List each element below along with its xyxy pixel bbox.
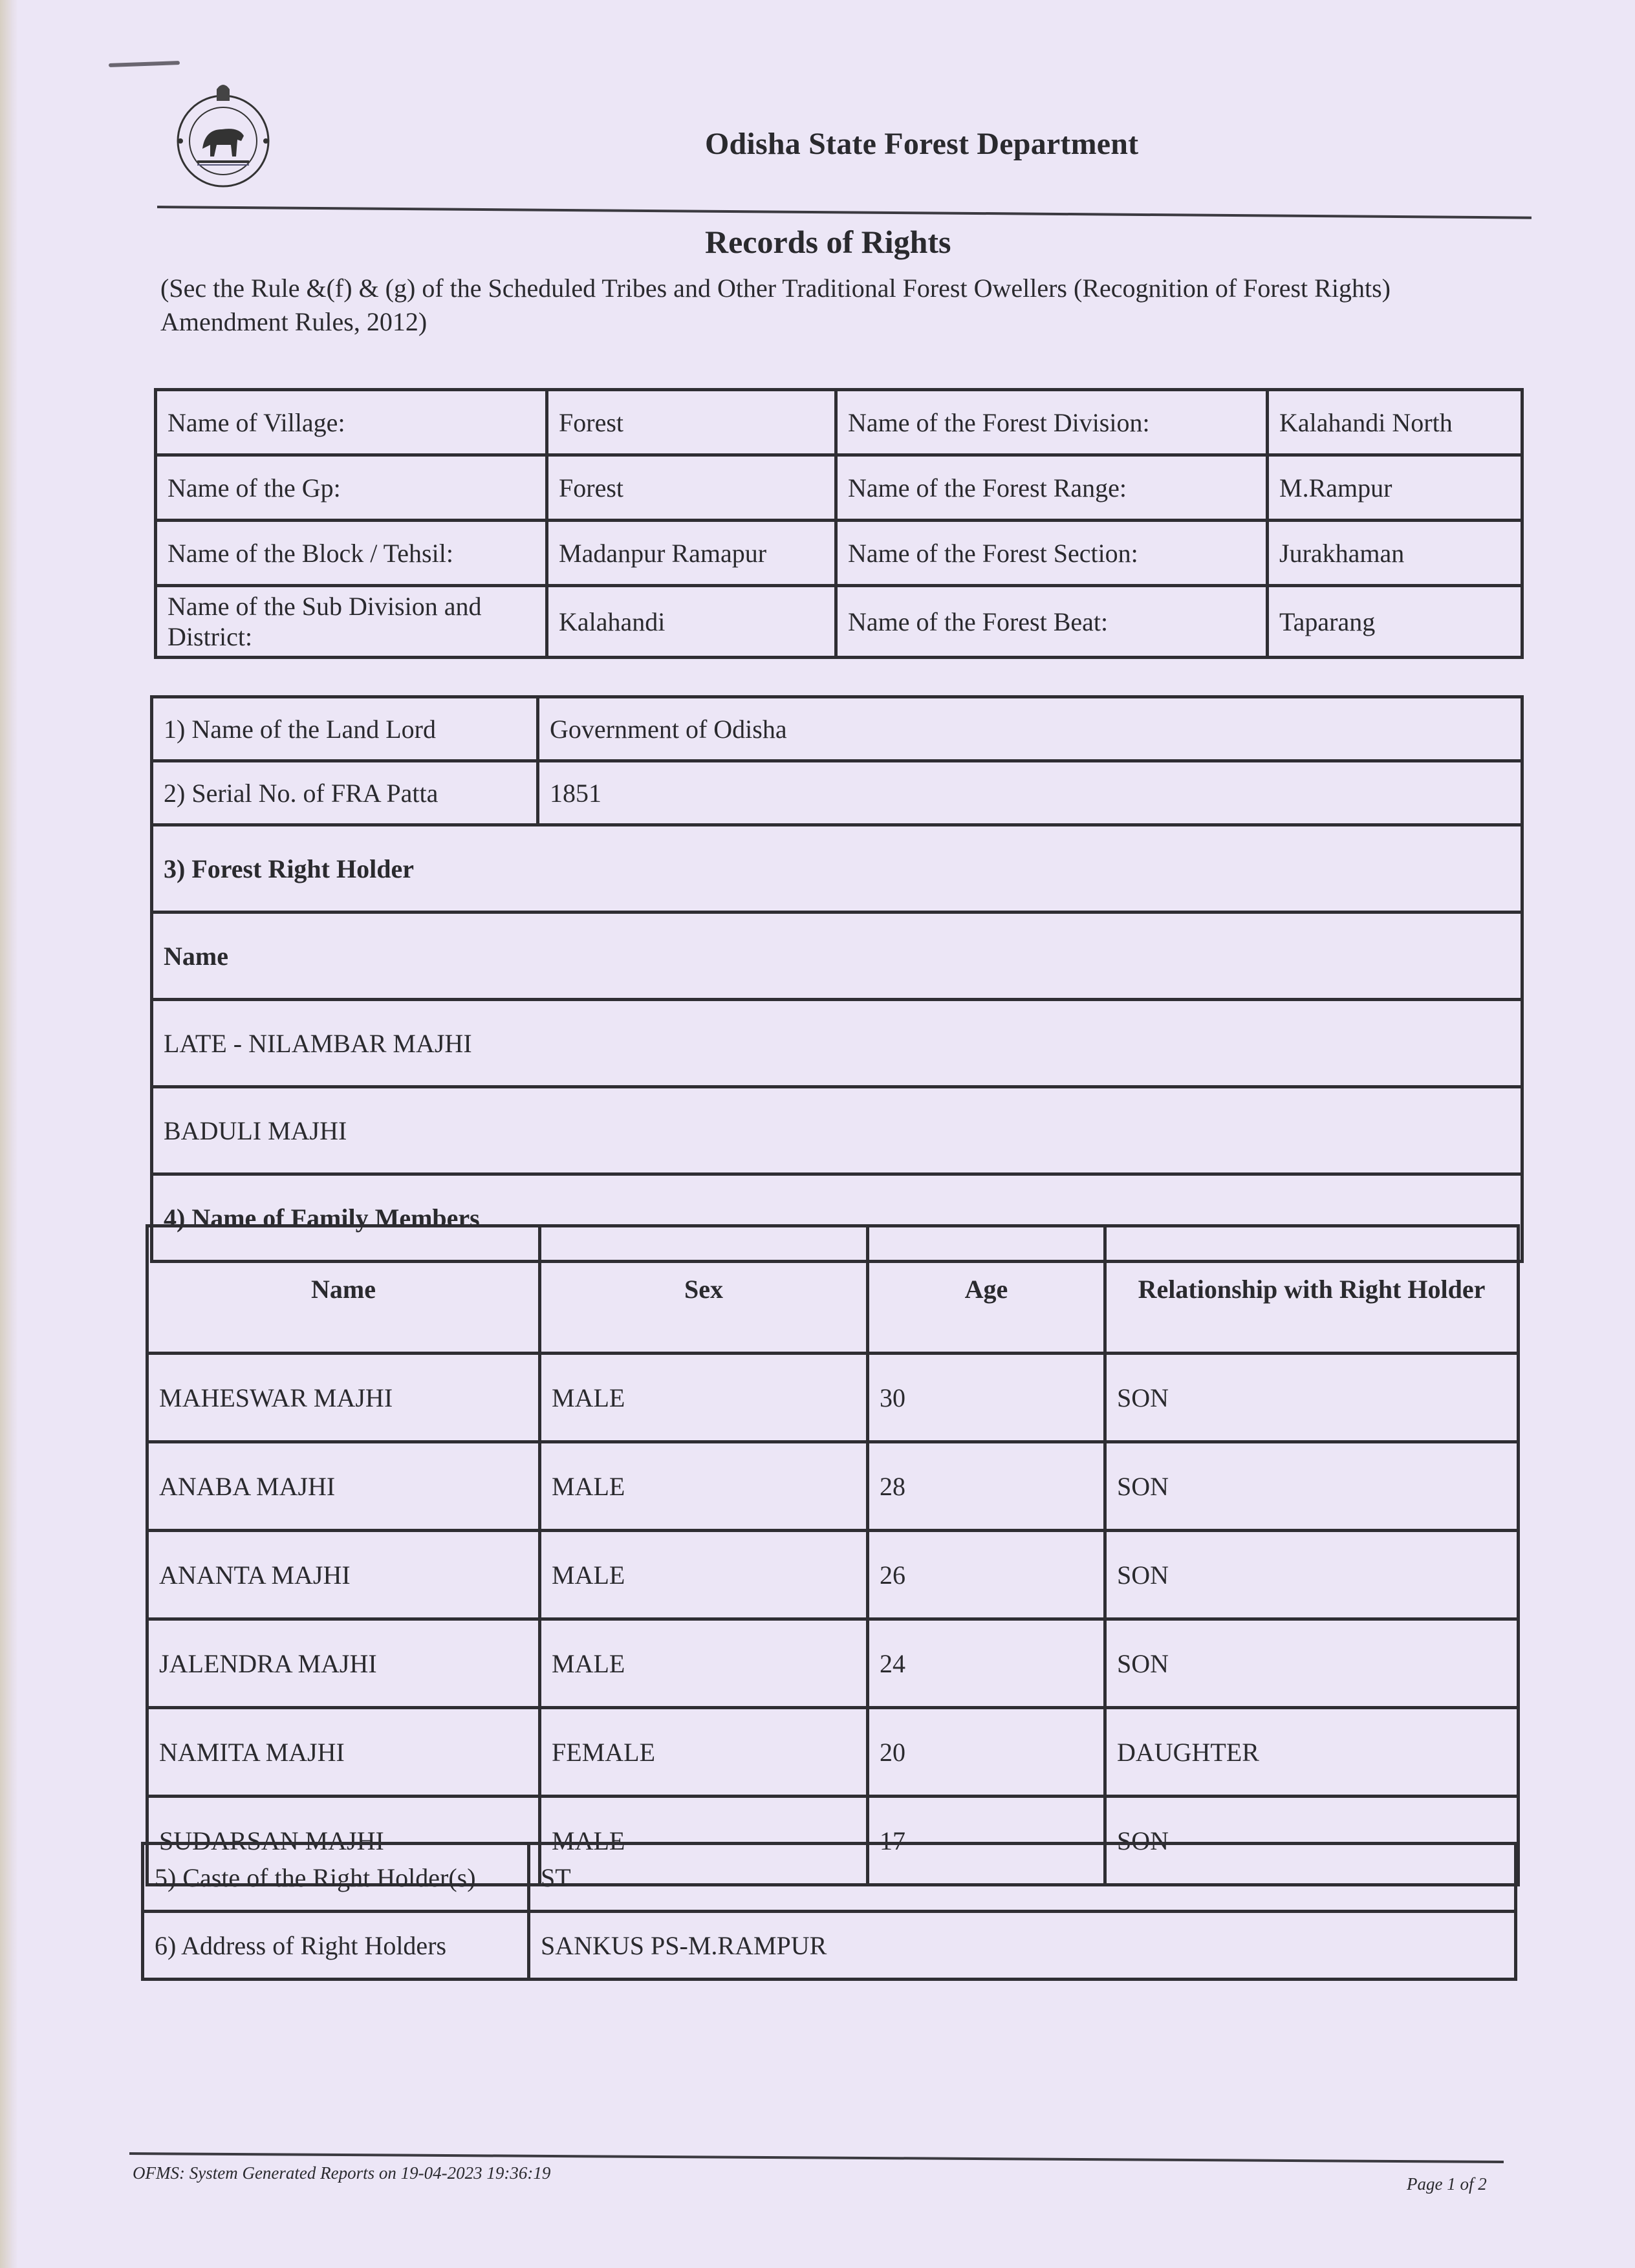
column-header-relationship: Relationship with Right Holder bbox=[1105, 1226, 1519, 1354]
table-row bbox=[147, 1619, 1519, 1708]
land-lord-value: Government of Odisha bbox=[538, 697, 1522, 761]
member-age: 30 bbox=[868, 1354, 1105, 1442]
member-relation: DAUGHTER bbox=[1105, 1708, 1519, 1797]
serial-label: 2) Serial No. of FRA Patta bbox=[152, 761, 538, 825]
table-row bbox=[152, 825, 1522, 913]
table-row bbox=[143, 1912, 1516, 1980]
land-lord-label: 1) Name of the Land Lord bbox=[152, 697, 538, 761]
member-relation: SON bbox=[1105, 1442, 1519, 1531]
holder-name: LATE - NILAMBAR MAJHI bbox=[152, 1000, 1522, 1087]
family-heading: 4) Name of Family Members bbox=[152, 1174, 1522, 1262]
member-sex: MALE bbox=[540, 1797, 868, 1885]
table-row bbox=[152, 1087, 1522, 1174]
document-title: Records of Rights bbox=[705, 224, 951, 260]
forest-range-value: M.Rampur bbox=[1268, 455, 1522, 521]
forest-beat-value: Taparang bbox=[1268, 586, 1522, 658]
forest-section-value: Jurakhaman bbox=[1268, 521, 1522, 586]
member-age: 20 bbox=[868, 1708, 1105, 1797]
caste-address-table bbox=[141, 1842, 1517, 1981]
caste-value: ST bbox=[529, 1844, 1516, 1912]
table-row bbox=[143, 1844, 1516, 1912]
address-label: 6) Address of Right Holders bbox=[143, 1912, 529, 1980]
member-age: 17 bbox=[868, 1797, 1105, 1885]
document-subtitle: (Sec the Rule &(f) & (g) of the Scheduled Tribes and Other Traditional Forest Owellers (Recognition of Forest Rights) Amendment Rules, 2012) bbox=[160, 274, 1391, 336]
table-row bbox=[156, 521, 1522, 586]
footer-divider bbox=[129, 2152, 1504, 2163]
generated-timestamp: OFMS: System Generated Reports on 19-04-2023 19:36:19 bbox=[133, 2163, 551, 2183]
member-name: SUDARSAN MAJHI bbox=[147, 1797, 540, 1885]
details-table bbox=[150, 695, 1524, 1263]
page-number: Page 1 of 2 bbox=[1407, 2174, 1487, 2194]
header-divider bbox=[157, 206, 1532, 219]
member-name: ANABA MAJHI bbox=[147, 1442, 540, 1531]
member-sex: MALE bbox=[540, 1354, 868, 1442]
location-table bbox=[154, 388, 1524, 659]
member-age: 26 bbox=[868, 1531, 1105, 1619]
column-header-name: Name bbox=[147, 1226, 540, 1354]
forest-range-label: Name of the Forest Range: bbox=[836, 455, 1268, 521]
member-sex: MALE bbox=[540, 1619, 868, 1708]
family-members-table bbox=[146, 1224, 1520, 1886]
member-relation: SON bbox=[1105, 1619, 1519, 1708]
forest-division-value: Kalahandi North bbox=[1268, 390, 1522, 455]
table-row bbox=[156, 390, 1522, 455]
forest-section-label: Name of the Forest Section: bbox=[836, 521, 1268, 586]
member-relation: SON bbox=[1105, 1354, 1519, 1442]
table-row bbox=[156, 586, 1522, 658]
member-sex: MALE bbox=[540, 1442, 868, 1531]
forest-division-label: Name of the Forest Division: bbox=[836, 390, 1268, 455]
caste-label: 5) Caste of the Right Holder(s) bbox=[143, 1844, 529, 1912]
member-age: 24 bbox=[868, 1619, 1105, 1708]
subdivision-label: Name of the Sub Division and District: bbox=[156, 586, 547, 658]
member-name: MAHESWAR MAJHI bbox=[147, 1354, 540, 1442]
holder-heading: 3) Forest Right Holder bbox=[152, 825, 1522, 913]
member-name: JALENDRA MAJHI bbox=[147, 1619, 540, 1708]
table-row bbox=[147, 1708, 1519, 1797]
member-age: 28 bbox=[868, 1442, 1105, 1531]
village-label: Name of Village: bbox=[156, 390, 547, 455]
table-row bbox=[152, 1000, 1522, 1087]
table-row bbox=[152, 761, 1522, 825]
subdivision-value: Kalahandi bbox=[547, 586, 836, 658]
member-name: NAMITA MAJHI bbox=[147, 1708, 540, 1797]
table-row bbox=[147, 1531, 1519, 1619]
village-value: Forest bbox=[547, 390, 836, 455]
member-relation: SON bbox=[1105, 1531, 1519, 1619]
holder-name: BADULI MAJHI bbox=[152, 1087, 1522, 1174]
serial-value: 1851 bbox=[538, 761, 1522, 825]
member-sex: FEMALE bbox=[540, 1708, 868, 1797]
column-header-age: Age bbox=[868, 1226, 1105, 1354]
table-row bbox=[152, 913, 1522, 1000]
table-row bbox=[147, 1354, 1519, 1442]
department-title: Odisha State Forest Department bbox=[705, 127, 1139, 161]
forest-beat-label: Name of the Forest Beat: bbox=[836, 586, 1268, 658]
name-heading: Name bbox=[152, 913, 1522, 1000]
table-row bbox=[152, 697, 1522, 761]
staple-mark bbox=[109, 61, 180, 67]
member-sex: MALE bbox=[540, 1531, 868, 1619]
address-value: SANKUS PS-M.RAMPUR bbox=[529, 1912, 1516, 1980]
odisha-emblem-icon bbox=[171, 76, 275, 193]
member-relation: SON bbox=[1105, 1797, 1519, 1885]
paper-edge bbox=[0, 0, 18, 2268]
column-header-sex: Sex bbox=[540, 1226, 868, 1354]
block-value: Madanpur Ramapur bbox=[547, 521, 836, 586]
table-row bbox=[156, 455, 1522, 521]
gp-value: Forest bbox=[547, 455, 836, 521]
member-name: ANANTA MAJHI bbox=[147, 1531, 540, 1619]
table-header-row bbox=[147, 1226, 1519, 1354]
block-label: Name of the Block / Tehsil: bbox=[156, 521, 547, 586]
table-row bbox=[147, 1442, 1519, 1531]
gp-label: Name of the Gp: bbox=[156, 455, 547, 521]
